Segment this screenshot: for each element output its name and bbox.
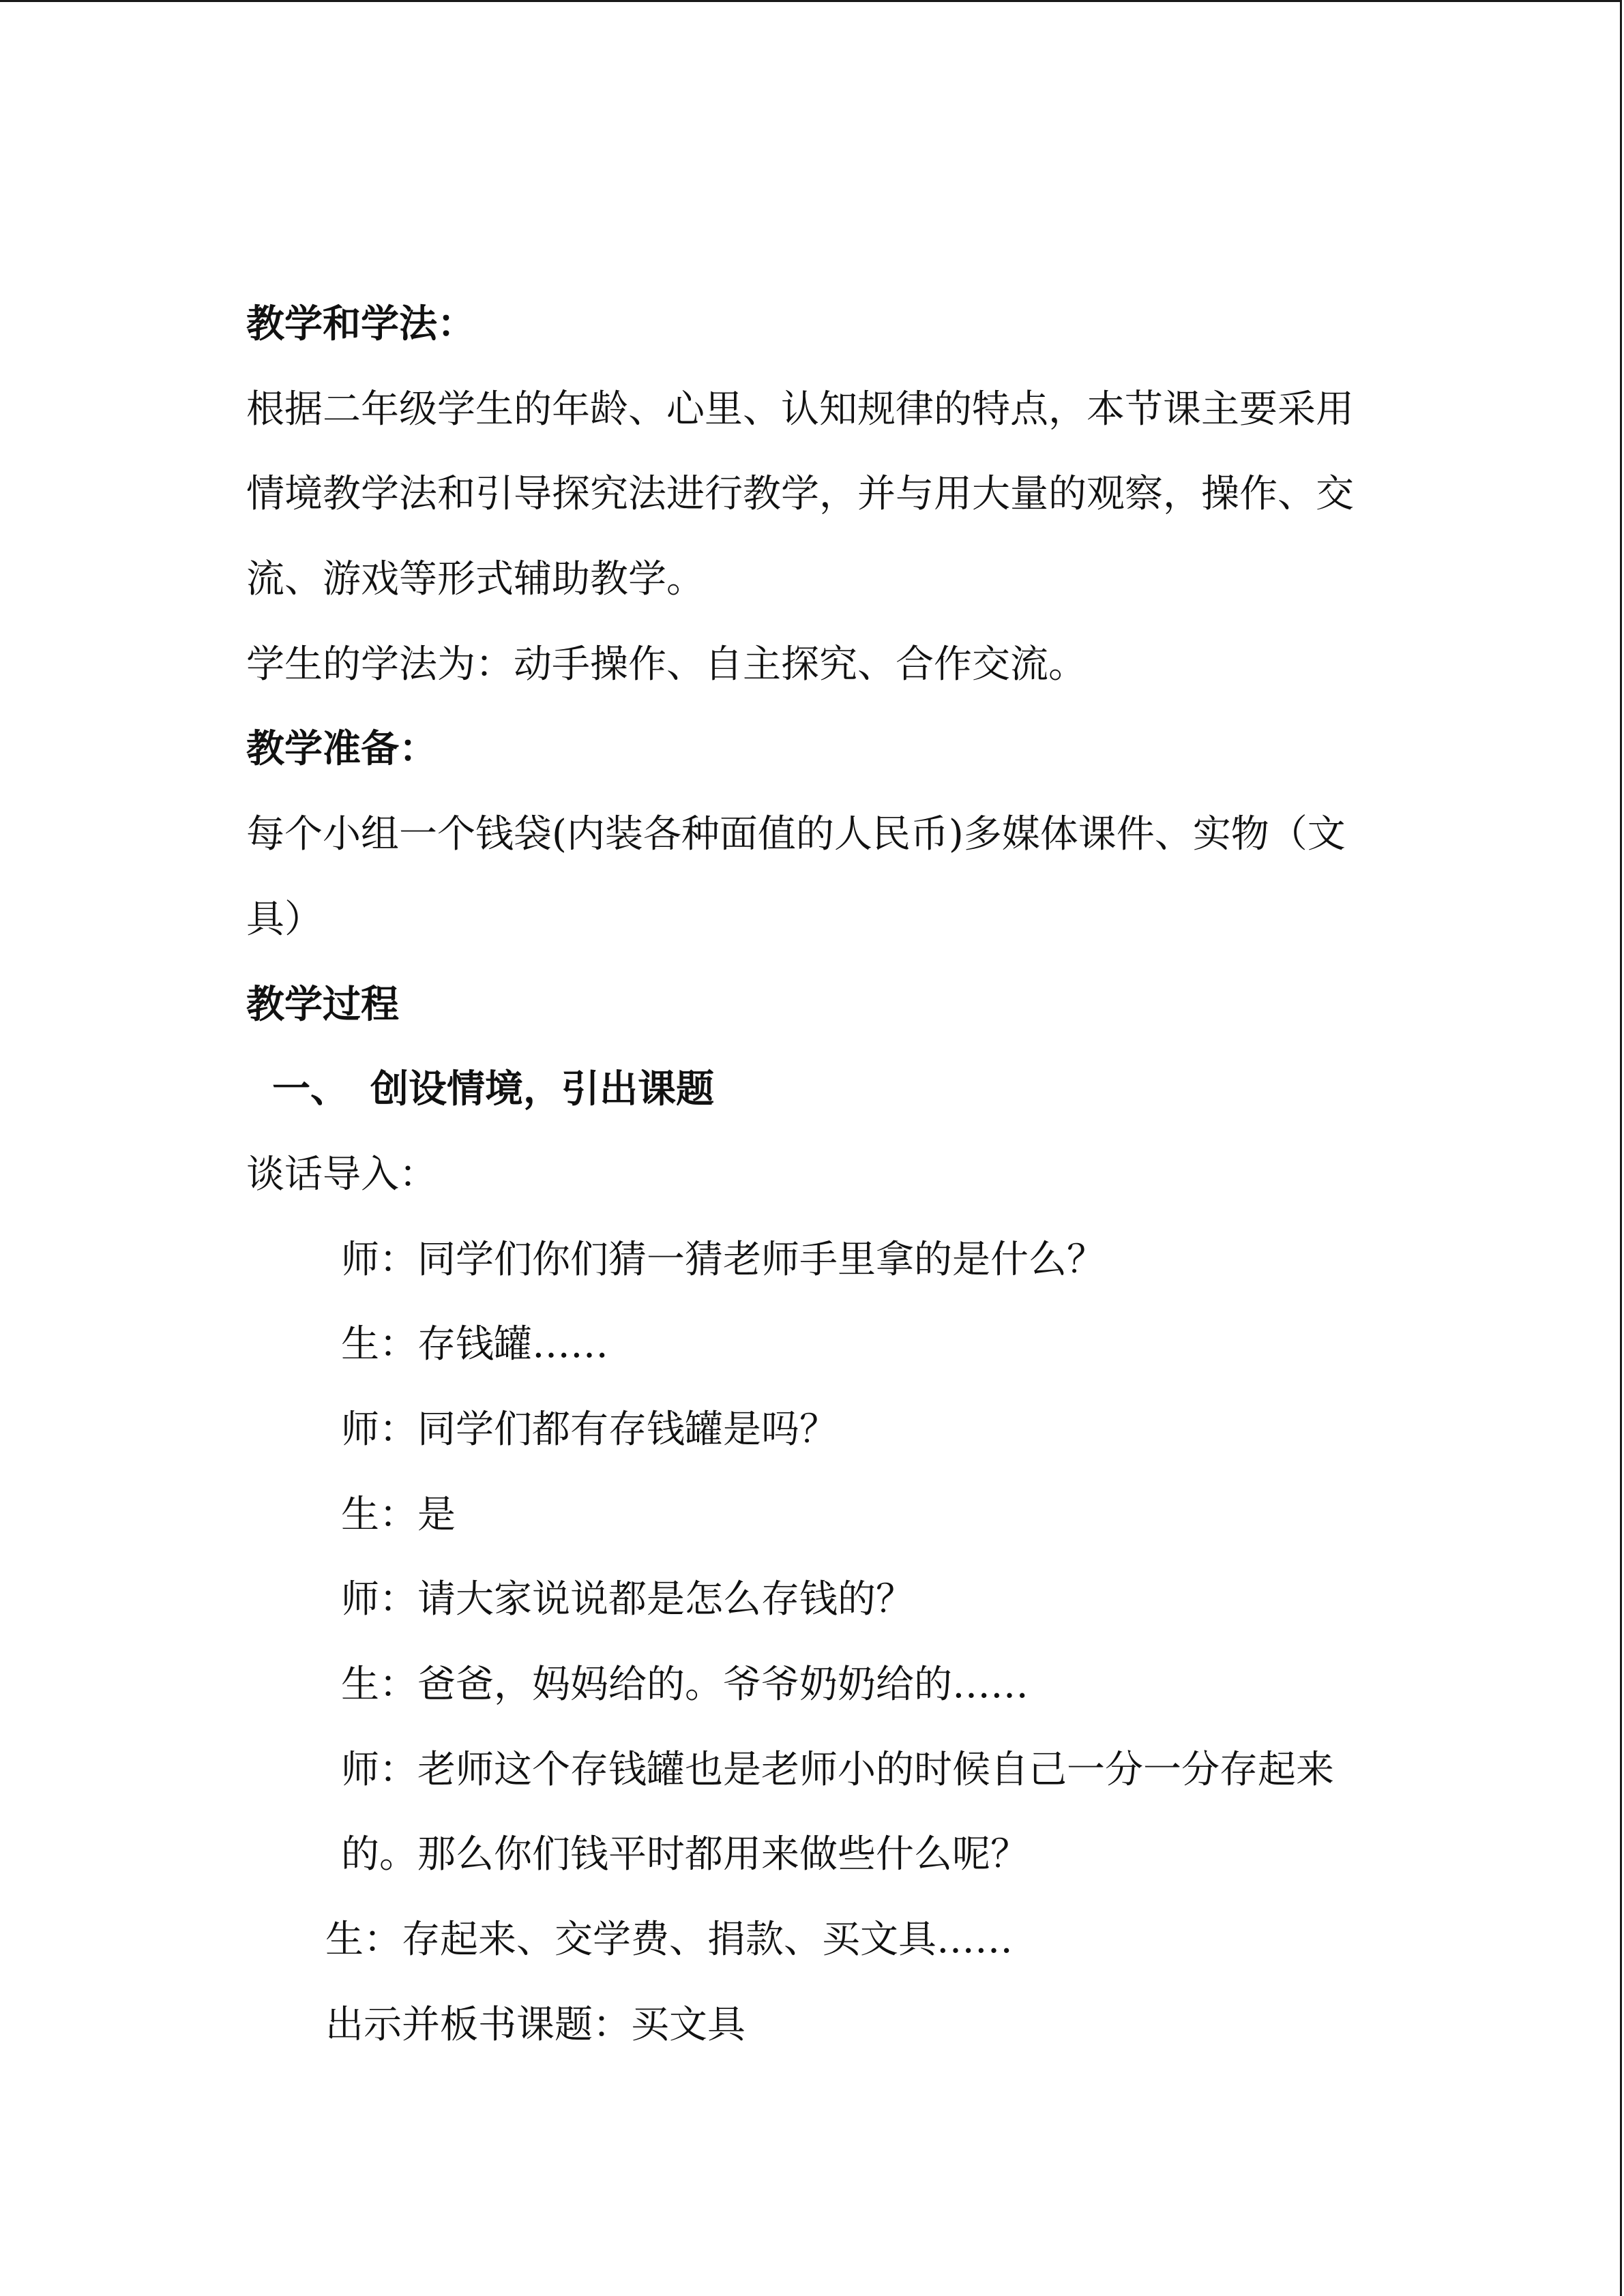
dialogue-line: 师：老师这个存钱罐也是老师小的时候自己一分一分存起来: [341, 1747, 1334, 1792]
document-body: [246, 282, 1378, 2068]
paragraph-line: 具）: [246, 897, 323, 942]
dialogue-line: 生：是: [341, 1492, 456, 1537]
student-methods-line: 学生的学法为：动手操作、自主探究、合作交流。: [246, 642, 1087, 687]
heading-teaching-methods: 教学和学法：: [246, 302, 475, 346]
paragraph-line: 情境教学法和引导探究法进行教学，并与用大量的观察，操作、交: [246, 472, 1354, 517]
paragraph-line: 流、游戏等形式辅助教学。: [246, 557, 705, 602]
step-title: 创设情境，引出课题: [370, 1067, 714, 1112]
step-heading: [246, 1047, 1378, 1133]
paragraph-line: 根据二年级学生的年龄、心里、认知规律的特点，本节课主要采用: [246, 387, 1354, 432]
dialogue-line: 师：请大家说说都是怎么存钱的？: [341, 1577, 914, 1622]
student-answer-line: 生：存起来、交学费、捐款、买文具……: [325, 1918, 1013, 1963]
dialogue-line: 生：存钱罐……: [341, 1322, 608, 1367]
heading-process: 教学过程: [246, 982, 399, 1027]
step-number: 一、: [272, 1067, 349, 1112]
intro-label: 谈话导入：: [246, 1152, 437, 1197]
dialogue-line: 师：同学们都有存钱罐是吗？: [341, 1407, 838, 1452]
dialogue-line: 的。那么你们钱平时都用来做些什么呢？: [341, 1832, 1029, 1877]
paragraph-line: 每个小组一个钱袋(内装各种面值的人民币)多媒体课件、实物（文: [246, 812, 1346, 857]
dialogue-line: 生：爸爸，妈妈给的。爷爷奶奶给的……: [341, 1663, 1029, 1707]
heading-preparation: 教学准备：: [246, 727, 437, 772]
board-title-line: 出示并板书课题：买文具: [325, 2002, 745, 2047]
dialogue-line: 师：同学们你们猜一猜老师手里拿的是什么？: [341, 1237, 1105, 1282]
